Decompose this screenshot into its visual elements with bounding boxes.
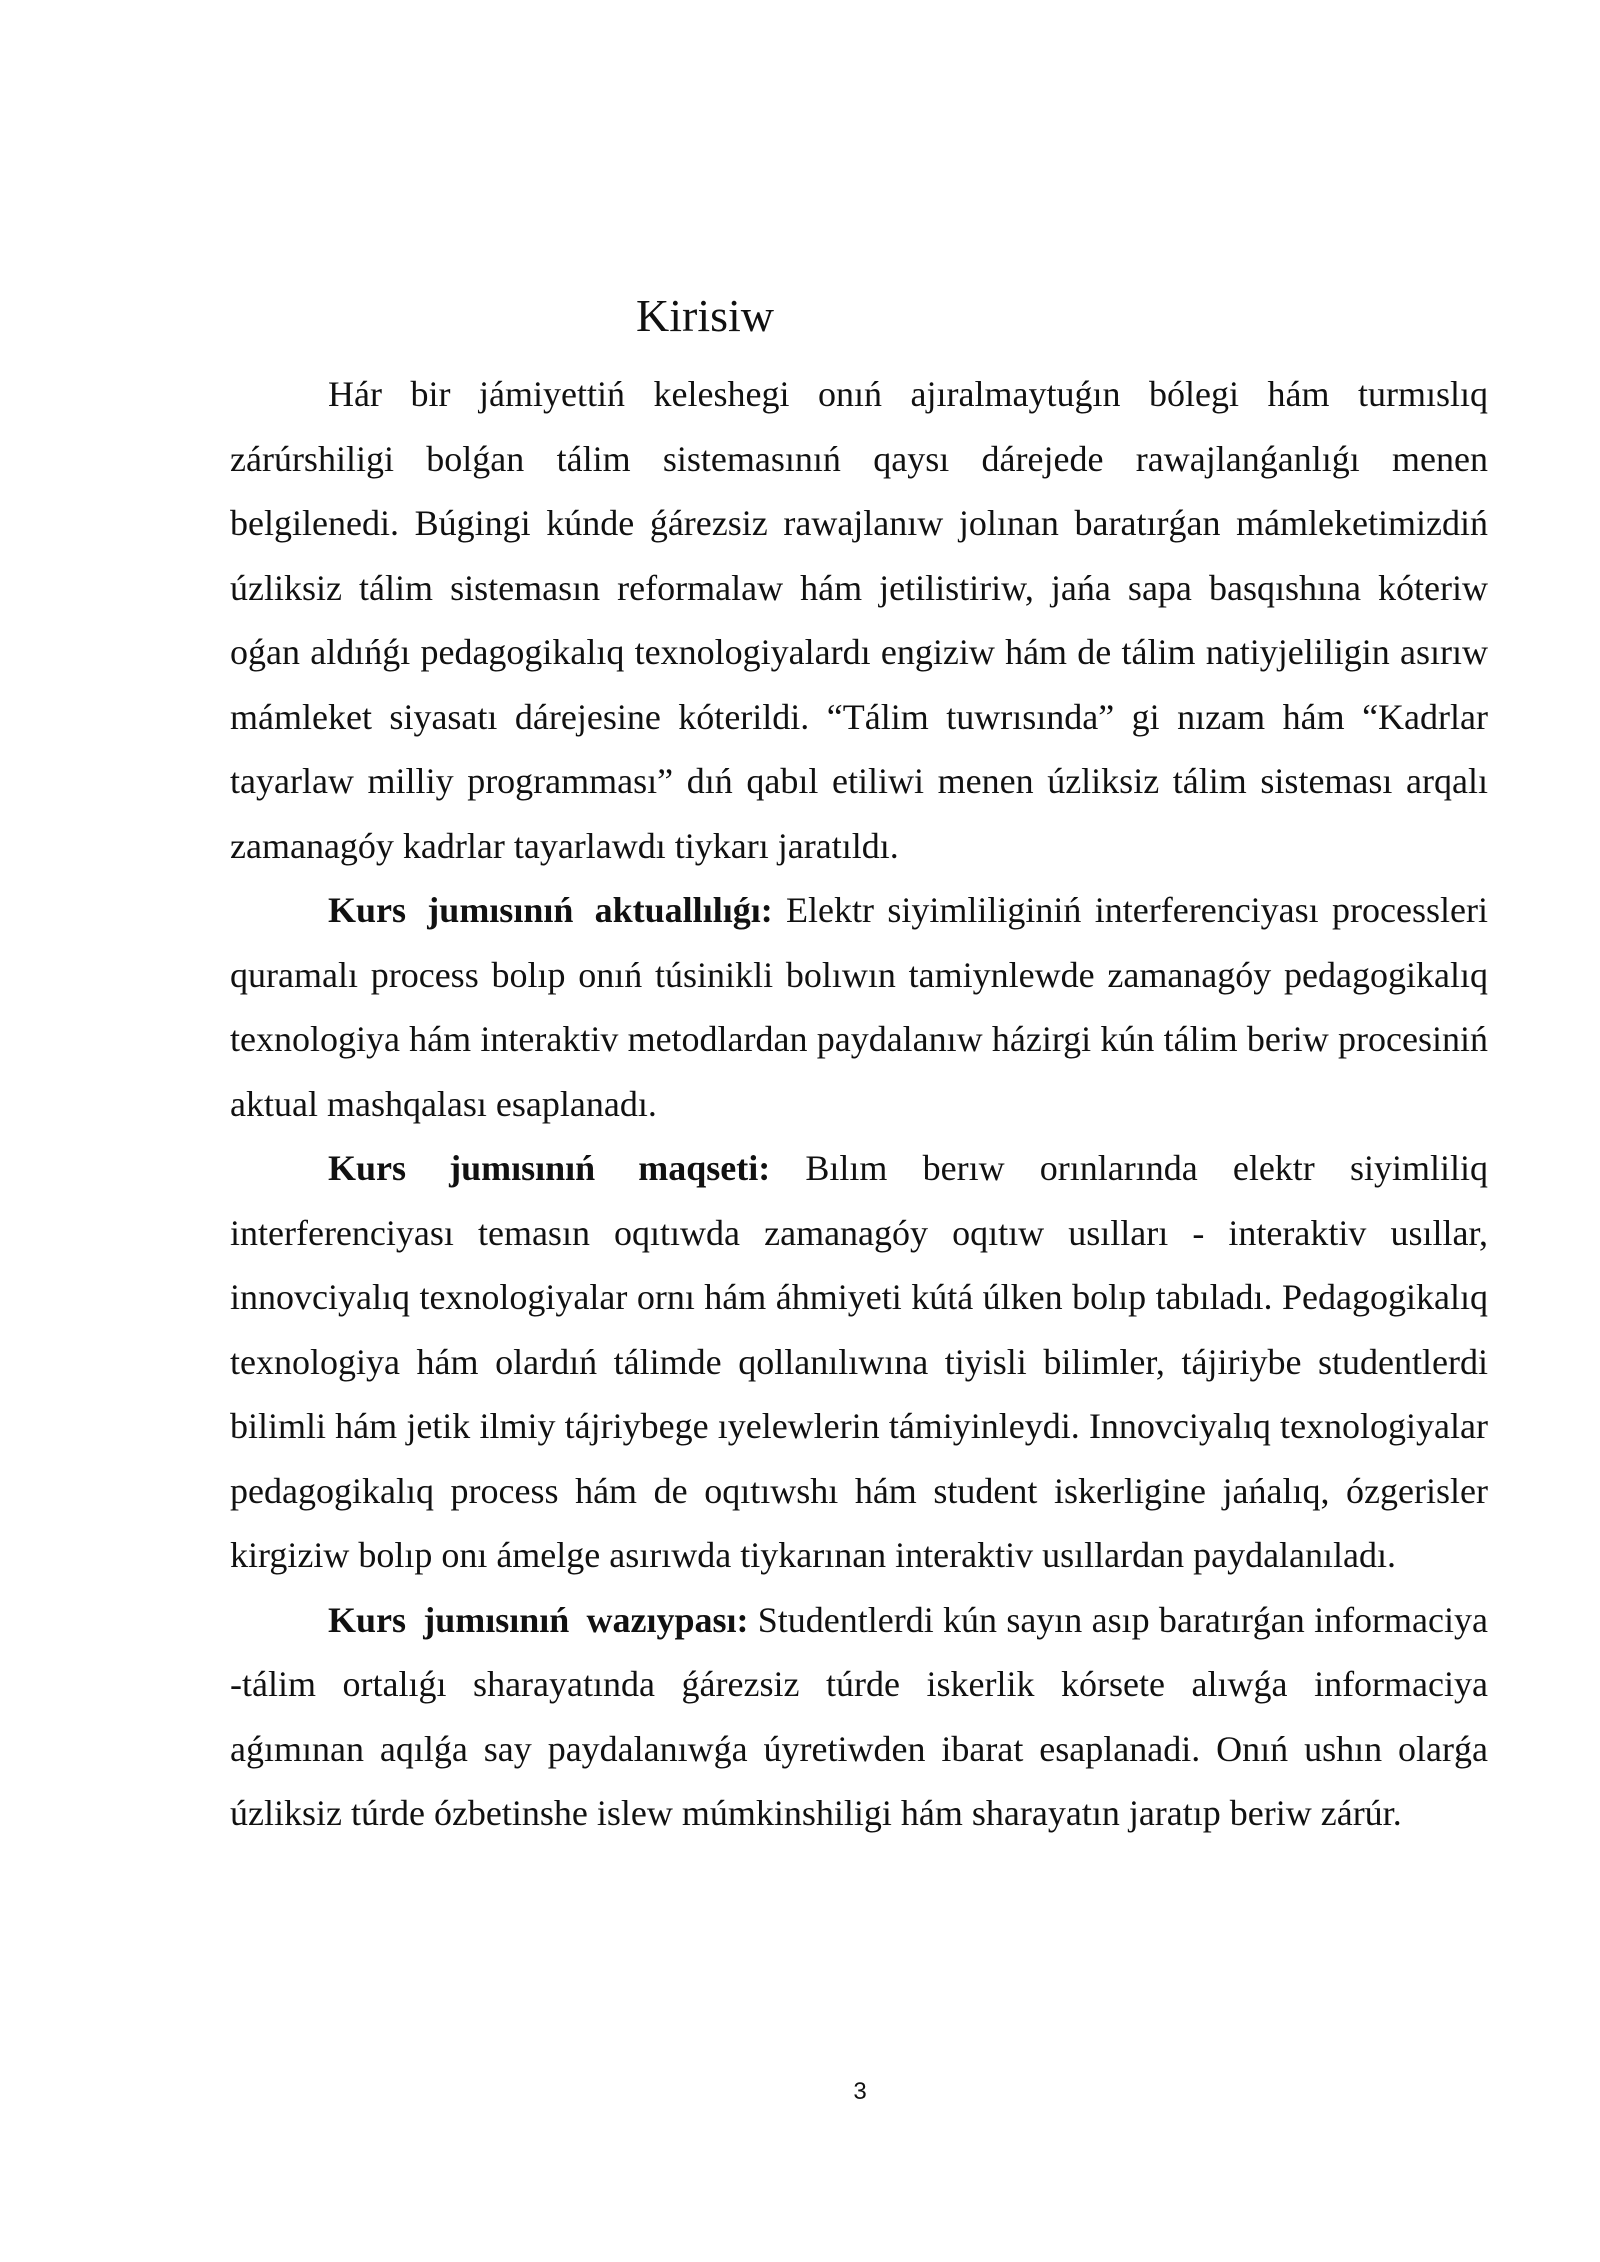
page-number: 3 [853, 2078, 867, 2105]
paragraph-goal [230, 1136, 1488, 1588]
paragraph-lead: Kurs jumısınıń wazıypası: [328, 1599, 749, 1640]
paragraph-relevance [230, 878, 1488, 1136]
body-text [230, 362, 1488, 1846]
paragraph-text: Elektr siyimliliginiń interferenciyası processleri quramalı process bolıp onıń túsinikli bolıwın tamiynlewde zamanagóy pedagogikalıq texnologiya hám interaktiv metodlardan paydalanıw házirgi kún tálim beriw procesiniń aktual mashqalası esaplanadı. [230, 890, 1488, 1124]
page-title: Kirisiw [636, 289, 774, 341]
paragraph-lead: Kurs jumısınıń maqseti: [328, 1148, 771, 1188]
paragraph-text: Bılım berıw orınlarında elektr siyimliliq interferenciyası temasın oqıtıwda zamanagóy oqıtıw usılları - interaktiv usıllar, innovciyalıq texnologiyalar ornı hám áhmiyeti kútá úlken bolıp tabıladı. Pedagogikalıq texnologiya hám olardıń tálimde qollanılıwına tiyisli bilimler, tájiriybe studentlerdi bilimli hám jetik ilmiy tájriybege ıyelewlerin támiyinleydi. Innovciyalıq texnologiyalar pedagogikalıq process hám de oqıtıwshı hám student iskerligine jańalıq, ózgerisler kirgiziw bolıp onı ámelge asırıwda tiykarınan interaktiv usıllardan paydalanıladı. [230, 1148, 1488, 1575]
paragraph-tasks [230, 1588, 1488, 1846]
paragraph-introduction [230, 362, 1488, 878]
paragraph-text: Studentlerdi kún sayın asıp baratırǵan informaciya -tálim ortalıǵı sharayatında ǵárezsiz túrde iskerlik kórsete alıwǵa informaciya aǵımınan aqılǵa say paydalanıwǵa úyretiwden ibarat esaplanadi. Onıń ushın olarǵa úzliksiz túrde ózbetinshe islew múmkinshiligi hám sharayatın jaratıp beriw zárúr. [230, 1599, 1488, 1833]
paragraph-lead: Kurs jumısınıń aktuallılıǵı: [328, 890, 773, 930]
paragraph-text: Hár bir jámiyettiń keleshegi onıń ajıralmaytuǵın bólegi hám turmıslıq zárúrshiligi bolǵan tálim sistemasınıń qaysı dárejede rawajlanǵanlıǵı menen belgilenedi. Búgingi kúnde ǵárezsiz rawajlanıw jolınan baratırǵan mámleketimizdiń úzliksiz tálim sistemasın reformalaw hám jetilistiriw, jańa sapa basqıshına kóteriw oǵan aldıńǵı pedagogikalıq texnologiyalardı engiziw hám de tálim natiyjeliligin asırıw mámleket siyasatı dárejesine kóterildi. “Tálim tuwrısında” gi nızam hám “Kadrlar tayarlaw milliy programması” dıń qabıl etiliwi menen úzliksiz tálim sisteması arqalı zamanagóy kadrlar tayarlawdı tiykarı jaratıldı. [230, 374, 1488, 866]
